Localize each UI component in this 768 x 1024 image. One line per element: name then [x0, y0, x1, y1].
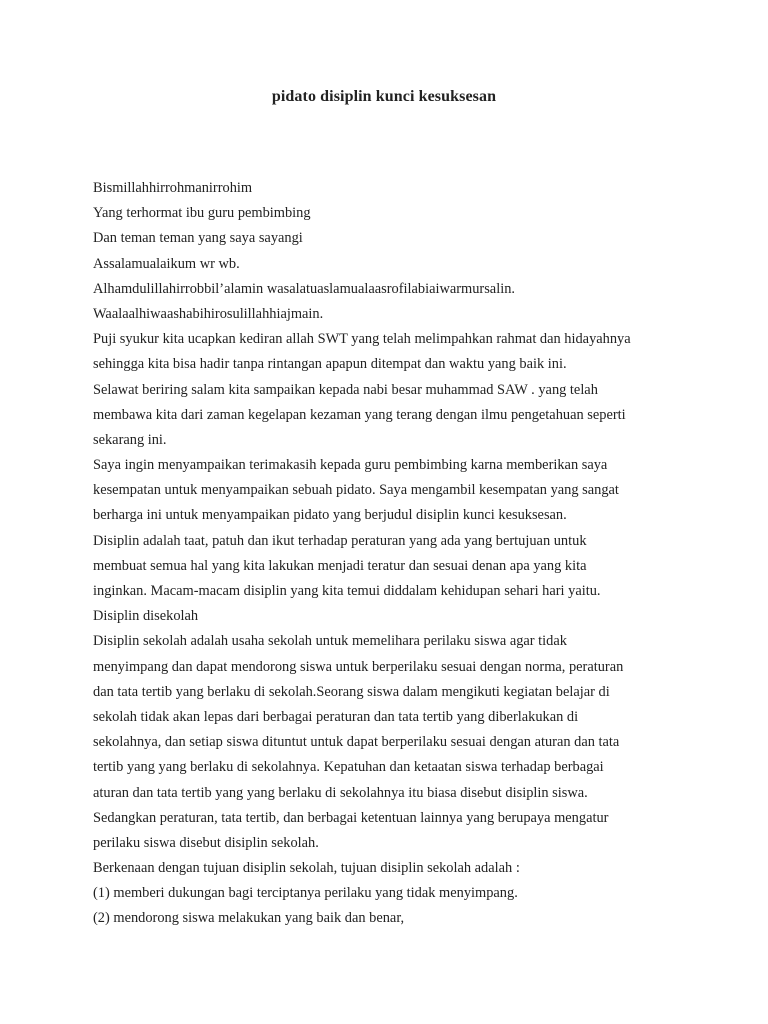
body-line: Saya ingin menyampaikan terimakasih kepada guru pembimbing karna memberikan saya: [93, 457, 608, 474]
body-line: (1) memberi dukungan bagi terciptanya perilaku yang tidak menyimpang.: [93, 885, 518, 902]
body-line: menyimpang dan dapat mendorong siswa untuk berperilaku sesuai dengan norma, peraturan: [93, 658, 624, 675]
document-body: [93, 176, 683, 932]
body-line: sehingga kita bisa hadir tanpa rintangan apapun ditempat dan waktu yang baik ini.: [93, 356, 567, 373]
body-line: berharga ini untuk menyampaikan pidato yang berjudul disiplin kunci kesuksesan.: [93, 507, 567, 524]
body-line: Yang terhormat ibu guru pembimbing: [93, 205, 311, 222]
body-line: aturan dan tata tertib yang yang berlaku di sekolahnya itu biasa disebut disiplin siswa.: [93, 784, 588, 801]
body-line: Dan teman teman yang saya sayangi: [93, 230, 303, 247]
document-title: pidato disiplin kunci kesuksesan: [271, 88, 497, 105]
body-line: Puji syukur kita ucapkan kediran allah SWT yang telah melimpahkan rahmat dan hidayahnya: [93, 331, 631, 348]
body-line: (2) mendorong siswa melakukan yang baik dan benar,: [93, 910, 405, 927]
body-line: kesempatan untuk menyampaikan sebuah pidato. Saya mengambil kesempatan yang sangat: [93, 482, 619, 499]
body-line: perilaku siswa disebut disiplin sekolah.: [93, 834, 319, 851]
body-line: membawa kita dari zaman kegelapan kezaman yang terang dengan ilmu pengetahuan seperti: [93, 406, 626, 423]
body-line: Bismillahhirrohmanirrohim: [93, 180, 253, 196]
body-line: Selawat beriring salam kita sampaikan kepada nabi besar muhammad SAW . yang telah: [93, 381, 598, 398]
body-line: inginkan. Macam-macam disiplin yang kita temui diddalam kehidupan sehari hari yaitu.: [93, 583, 601, 599]
body-line: sekarang ini.: [93, 431, 167, 448]
body-line: Disiplin disekolah: [93, 608, 199, 625]
body-line: Berkenaan dengan tujuan disiplin sekolah, tujuan disiplin sekolah adalah :: [93, 860, 520, 877]
body-line: Disiplin sekolah adalah usaha sekolah untuk memelihara perilaku siswa agar tidak: [93, 633, 567, 650]
body-line: Disiplin adalah taat, patuh dan ikut terhadap peraturan yang ada yang bertujuan untuk: [93, 532, 587, 549]
body-line: Assalamualaikum wr wb.: [93, 255, 240, 272]
body-line: dan tata tertib yang berlaku di sekolah.Seorang siswa dalam mengikuti kegiatan belajar di: [93, 683, 610, 700]
body-line: sekolahnya, dan setiap siswa dituntut untuk dapat berperilaku sesuai dengan aturan dan tata: [93, 734, 620, 751]
body-line: membuat semua hal yang kita lakukan menjadi teratur dan sesuai denan apa yang kita: [93, 557, 587, 574]
body-line: Sedangkan peraturan, tata tertib, dan berbagai ketentuan lainnya yang berupaya mengatur: [93, 809, 609, 826]
body-line: Waalaalhiwaashabihirosulillahhiajmain.: [93, 305, 324, 322]
body-line: Alhamdulillahirrobbil’alamin wasalatuaslamualaasrofilabiaiwarmursalin.: [93, 280, 515, 297]
body-line: tertib yang yang berlaku di sekolahnya. Kepatuhan dan ketaatan siswa terhadap berbagai: [93, 759, 604, 776]
body-line: sekolah tidak akan lepas dari berbagai peraturan dan tata tertib yang diberlakukan di: [93, 708, 579, 725]
